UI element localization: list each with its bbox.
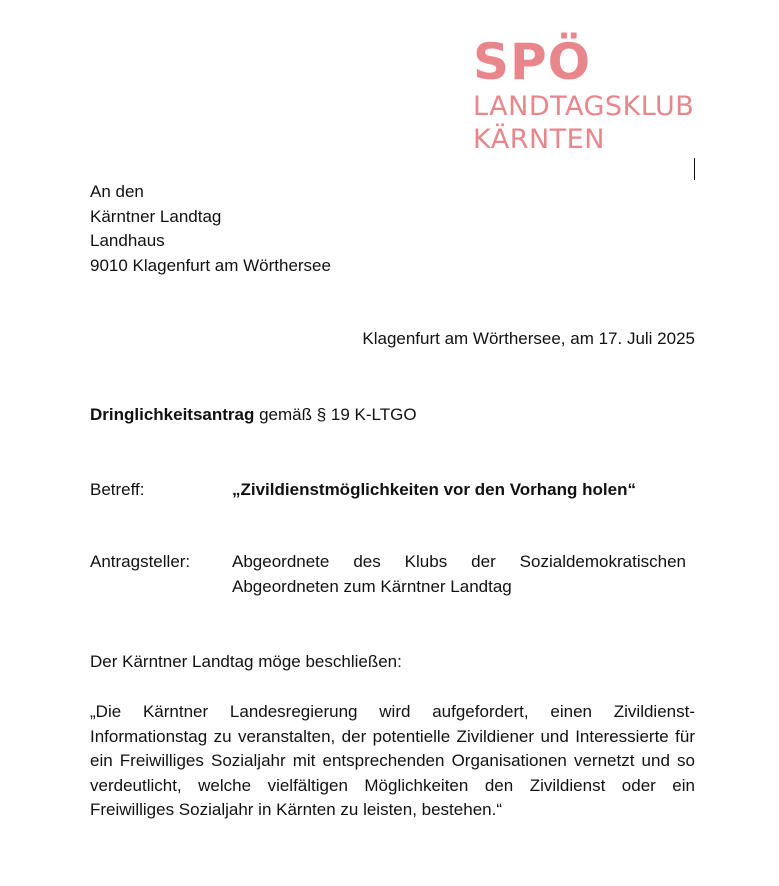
party-logo [473, 34, 713, 156]
motion-type [90, 403, 417, 428]
place-date-line: Klagenfurt am Wörthersee, am 17. Juli 2025 [362, 329, 695, 348]
address-line: An den [90, 182, 144, 201]
motion-type-rest: gemäß § 19 K-LTGO [254, 405, 417, 424]
logo-party-name: SPÖ [473, 33, 592, 91]
logo-line-kaernten: KÄRNTEN [473, 124, 605, 155]
recipient-address [90, 180, 331, 278]
logo-line-landtagsklub: LANDTAGSKLUB [473, 91, 695, 122]
motion-type-bold: Dringlichkeitsantrag [90, 405, 255, 424]
text-cursor [694, 158, 695, 180]
address-line: Landhaus [90, 231, 165, 250]
resolution-text: „Die Kärntner Landesregierung wird aufgefordert, einen Zivildienst-Informationstag zu veranstalten, der potentielle Zivildiener und Interessierte für ein Freiwilliges Sozialjahr mit entsprechenden Organisationen vernetzt und so verdeutlicht, welche vielfältigen Möglichkeiten den Zivildienst oder ein Freiwilliges Sozialjahr in Kärnten zu leisten, bestehen.“ [90, 702, 695, 819]
applicant-value: Abgeordnete des Klubs der Sozialdemokratischen Abgeordneten zum Kärntner Landtag [232, 552, 686, 596]
subject-value: „Zivildienstmöglichkeiten vor den Vorhang holen“ [232, 480, 636, 499]
resolution-intro: Der Kärntner Landtag möge beschließen: [90, 652, 402, 671]
address-line: 9010 Klagenfurt am Wörthersee [90, 255, 331, 275]
address-line: Kärntner Landtag [90, 206, 222, 226]
applicant-label: Antragsteller: [90, 552, 191, 571]
subject-label: Betreff: [90, 480, 145, 499]
